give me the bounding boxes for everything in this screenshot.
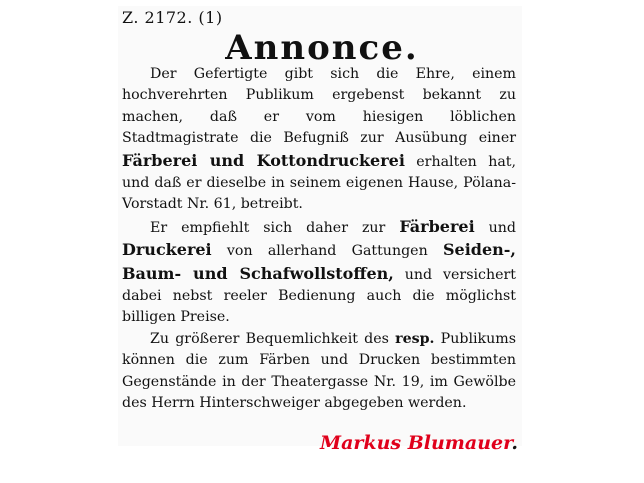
announcement-body [122, 64, 516, 415]
reference-number: Z. 2172. (1) [122, 8, 223, 27]
text: Zu größerer Bequemlichkeit des [150, 330, 396, 347]
text: Er empfiehlt sich daher zur [150, 219, 400, 236]
service-dyeing: Färberei [399, 216, 475, 236]
paragraph-3 [122, 329, 516, 415]
headline: Annonce. [225, 28, 419, 68]
text: und [474, 219, 516, 236]
signature-name: Markus Blumauer [320, 432, 512, 454]
service-printing: Druckerei [122, 240, 212, 260]
business-name: Färberei und Kottondruckerei [122, 150, 405, 170]
text: von allerhand Gattungen [211, 243, 443, 260]
text: Der Gefertigte gibt sich die Ehre, einem hochverehrten Publikum ergebenst bekannt zu machen, daß er vom hiesigen löblichen Stadtmagistrate die Befugniß zur Ausübung einer [122, 66, 516, 147]
signature [320, 432, 518, 454]
text: erhalten hat, und daß er dieselbe in seinem eigenen Hause, Pölana-Vorstadt Nr. 61, betreibt. [122, 153, 516, 213]
fabric-types: Seiden-, Baum- und Schafwollstoffen, [122, 240, 516, 283]
signature-dot: . [511, 432, 518, 454]
text: Publikums können die zum Färben und Drucken bestimmten Gegenstände in der Theatergasse Nr. 19, im Gewölbe des Herrn Hinterschweiger abgegeben werden. [122, 330, 516, 412]
text: und versichert dabei nebst reeler Bedienung auch die möglichst billigen Preise. [122, 266, 516, 326]
resp-abbrev: resp. [395, 330, 435, 347]
paragraph-2 [122, 216, 516, 329]
paragraph-1 [122, 64, 516, 216]
